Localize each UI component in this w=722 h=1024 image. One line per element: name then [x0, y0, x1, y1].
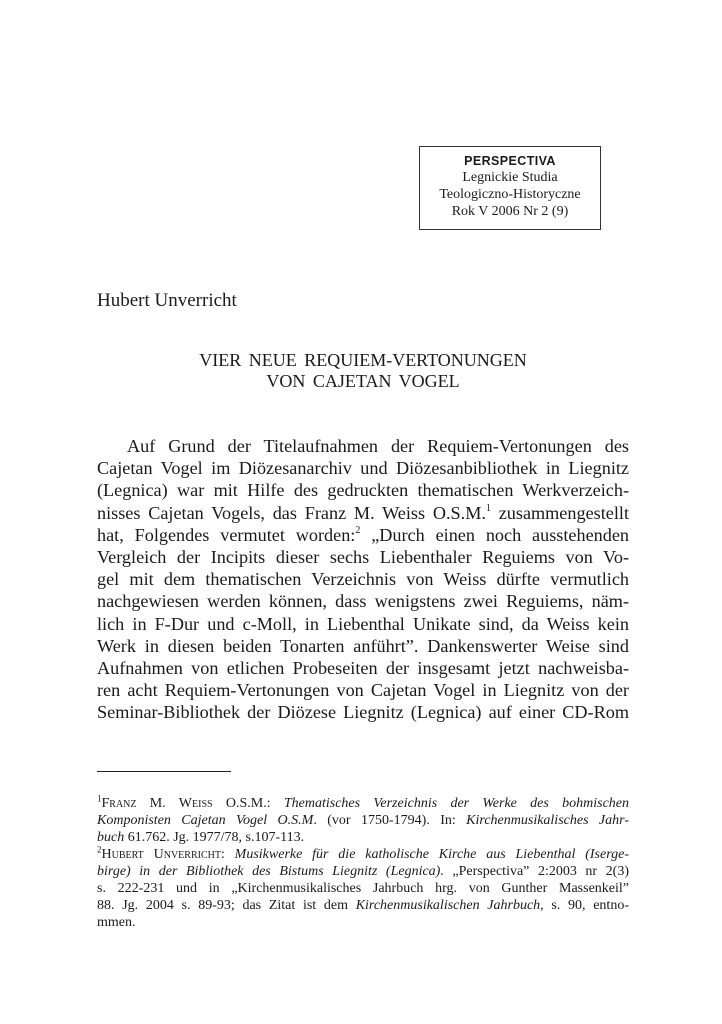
journal-subtitle-2: Teologiczno-Historyczne: [439, 187, 581, 202]
footnote-ref-2: 2: [355, 524, 361, 536]
journal-info-box: [419, 146, 601, 230]
footnote-2-line: s. 222-231 und in „Kirchenmusikalisches Jahrbuch hrg. von Gunther Massenkeil”: [97, 881, 629, 896]
body-text-segment: zusammengestellt: [490, 502, 630, 523]
body-text-segment: hat, Folgendes vermutet worden:: [97, 524, 356, 545]
footnote-1-line: [97, 812, 629, 829]
title-line-1: VIER NEUE REQUIEM-VERTONUNGEN: [199, 350, 527, 370]
article-title: [97, 350, 629, 392]
footnote-ref-1: 1: [485, 502, 491, 514]
footnote-1-author: Franz M. Weiss O.S.M.:: [101, 796, 271, 811]
body-line: [97, 502, 629, 524]
footnote-1-text: 61.762. Jg. 1977/78, s.107-113.: [124, 830, 305, 845]
body-line: Aufnahmen von etlichen Probeseiten der insgesamt jetzt nachweisba-: [97, 658, 629, 679]
body-line: Seminar-Bibliothek der Diözese Liegnitz (Legnica) auf einer CD-Rom: [97, 702, 629, 723]
footnote-2-line: [97, 897, 629, 914]
footnote-2-line: [97, 846, 629, 863]
body-line: Auf Grund der Titelaufnahmen der Requiem-Vertonungen des: [127, 436, 629, 456]
body-line: Werk in diesen beiden Tonarten anführt”. Dankenswerter Weise sind: [97, 635, 629, 656]
footnote-2-text: 88. Jg. 2004 s. 89-93; das Zitat ist dem: [97, 898, 356, 913]
body-line: Vergleich der Incipits dieser sechs Liebenthaler Reguiems von Vo-: [97, 547, 629, 568]
footnote-2-line: [97, 863, 629, 880]
footnote-2-line: mmen.: [97, 915, 136, 930]
footnote-1-title: Thematisches Verzeichnis der Werke des bohmischen: [270, 796, 629, 811]
journal-name: PERSPECTIVA: [464, 154, 556, 168]
footnote-1-line: [97, 795, 629, 812]
body-line: Cajetan Vogel im Diözesanarchiv und Diözesanbibliothek in Liegnitz: [97, 458, 629, 479]
body-line: [97, 524, 629, 546]
journal-subtitle-1: Legnickie Studia: [462, 170, 558, 185]
footnotes: [97, 795, 629, 931]
footnote-2-journal: Kirchenmusikalischen Jahrbuch: [355, 898, 541, 913]
footnote-1-journal: buch: [97, 830, 125, 845]
journal-issue: Rok V 2006 Nr 2 (9): [451, 204, 569, 219]
footnote-separator: [97, 771, 231, 772]
footnote-1-journal: Kirchenmusikalisches Jahr-: [466, 813, 629, 828]
footnote-1-line: [97, 829, 629, 846]
footnote-2-text: , s. 90, entno-: [540, 898, 629, 913]
body-text-segment: „Durch einen noch ausstehenden: [360, 524, 629, 545]
body-line: (Legnica) war mit Hilfe des gedruckten thematischen Werkverzeich-: [97, 480, 629, 501]
footnote-1-text: . (vor 1750-1794). In:: [313, 813, 467, 828]
footnote-2-title: birge) in der Bibliothek des Bistums Liegnitz (Legnica).: [97, 864, 444, 879]
body-paragraph: [97, 435, 629, 724]
body-line: nachgewiesen werden können, dass wenigstens zwei Reguiems, näm-: [97, 591, 629, 612]
body-text-segment: nisses Cajetan Vogels, das Franz M. Weiss O.S.M.: [97, 502, 486, 523]
footnote-1-number: 1: [97, 793, 102, 804]
footnote-2-title: Musikwerke für die katholische Kirche aus Liebenthal (Iserge-: [234, 847, 629, 862]
body-line: gel mit dem thematischen Verzeichnis von Weiss dürfte vermutlich: [97, 569, 629, 590]
footnote-2-author: Hubert Unverricht: [101, 847, 221, 862]
body-line: lich in F-Dur und c-Moll, in Liebenthal Unikate sind, da Weiss kein: [97, 613, 629, 634]
footnote-2-text: :: [220, 847, 235, 862]
footnote-2-number: 2: [97, 844, 102, 855]
body-line: ren acht Requiem-Vertonungen von Cajetan Vogel in Liegnitz von der: [97, 680, 629, 701]
article-author: Hubert Unverricht: [97, 290, 237, 311]
footnote-2-text: „Perspectiva” 2:2003 nr 2(3): [443, 864, 629, 879]
title-line-2: VON CAJETAN VOGEL: [266, 371, 460, 391]
footnote-1-title: Komponisten Cajetan Vogel O.S.M: [97, 813, 314, 828]
